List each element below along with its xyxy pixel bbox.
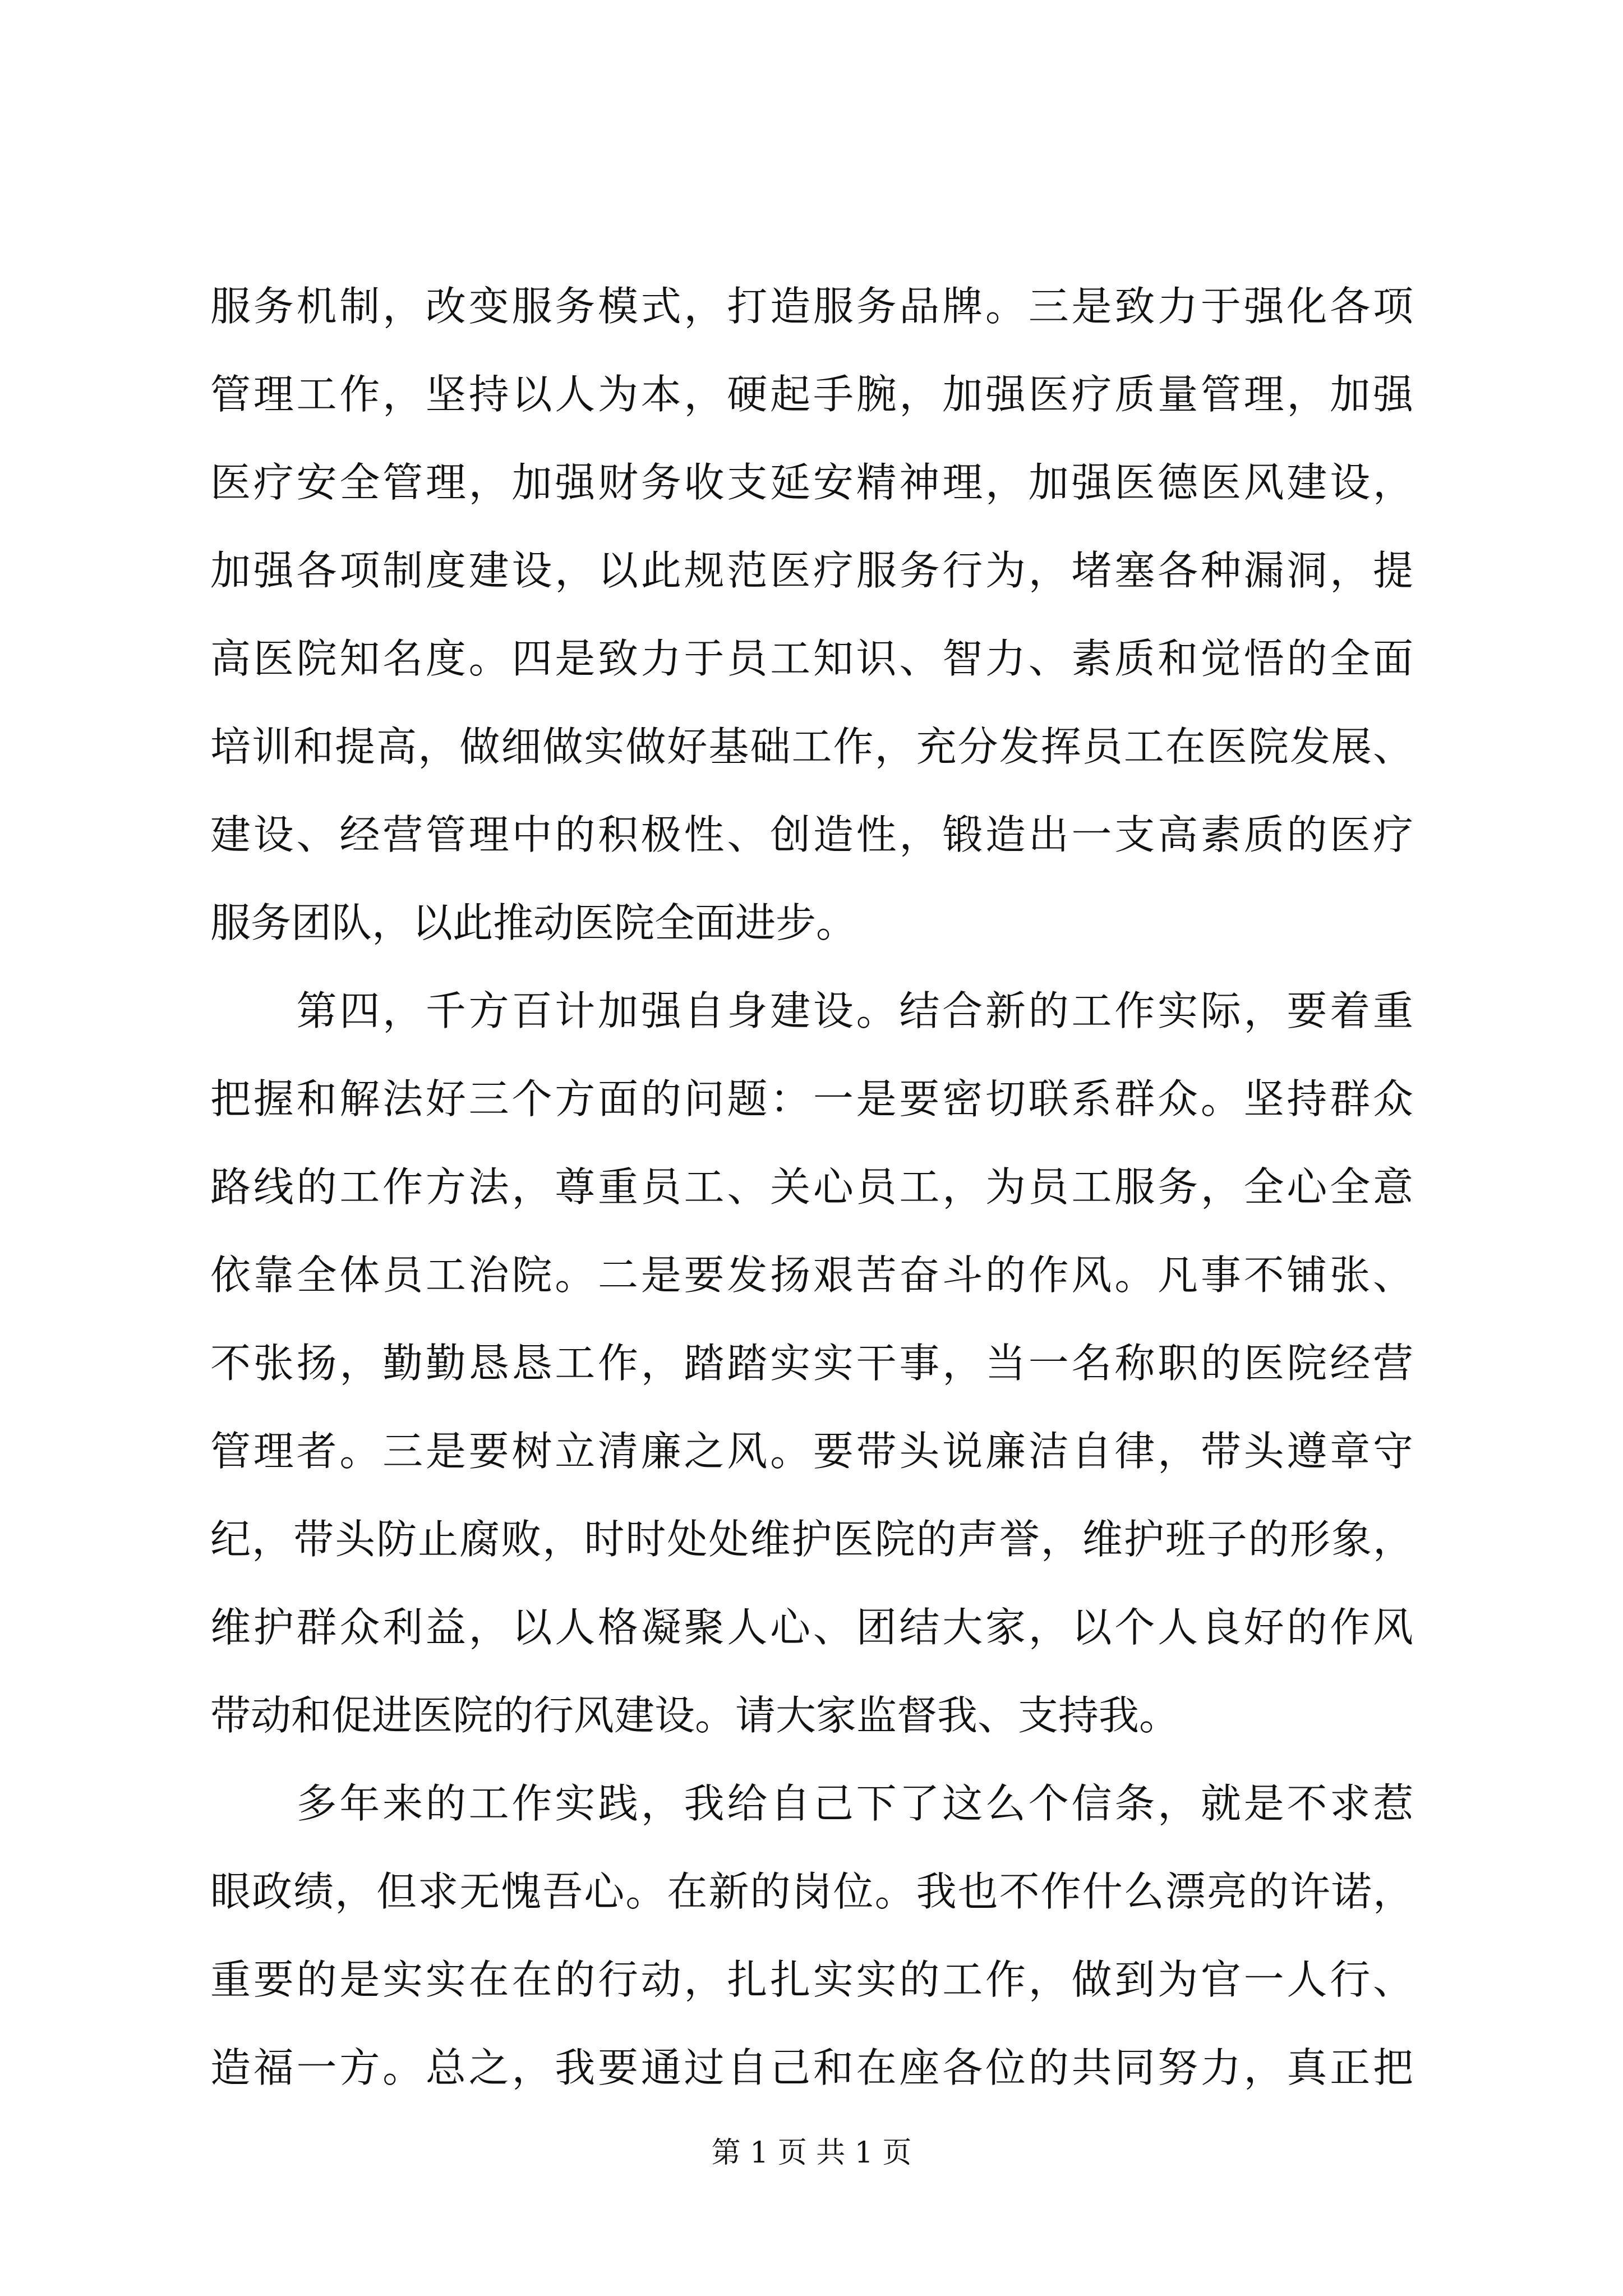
text-line: 高医院知名度。四是致力于员工知识、智力、素质和觉悟的全面 [210, 635, 1413, 682]
text-line: 医疗安全管理，加强财务收支延安精神理，加强医德医风建设， [210, 459, 1413, 506]
text-line: 造福一方。总之，我要通过自己和在座各位的共同努力，真正把 [210, 2044, 1413, 2091]
text-line: 建设、经营管理中的积极性、创造性，锻造出一支高素质的医疗 [210, 811, 1413, 858]
text-line: 服务机制，改变服务模式，打造服务品牌。三是致力于强化各项 [210, 283, 1413, 330]
text-line: 管理者。三是要树立清廉之风。要带头说廉洁自律，带头遵章守 [210, 1428, 1413, 1475]
text-line: 路线的工作方法，尊重员工、关心员工，为员工服务，全心全意 [210, 1163, 1413, 1211]
text-line: 服务团队，以此推动医院全面进步。 [210, 899, 857, 946]
text-line: 重要的是实实在在的行动，扎扎实实的工作，做到为官一人行、 [210, 1956, 1413, 2003]
text-line: 眼政绩，但求无愧吾心。在新的岗位。我也不作什么漂亮的许诺， [210, 1868, 1413, 1915]
text-line: 把握和解法好三个方面的问题：一是要密切联系群众。坚持群众 [210, 1075, 1413, 1122]
text-line: 第四，千方百计加强自身建设。结合新的工作实际，要着重 [210, 987, 1413, 1034]
text-line: 带动和促进医院的行风建设。请大家监督我、支持我。 [210, 1692, 1180, 1739]
text-line: 培训和提高，做细做实做好基础工作，充分发挥员工在医院发展、 [210, 723, 1413, 770]
text-line: 管理工作，坚持以人为本，硬起手腕，加强医疗质量管理，加强 [210, 371, 1413, 418]
text-line: 纪，带头防止腐败，时时处处维护医院的声誉，维护班子的形象， [210, 1516, 1413, 1563]
page-footer: 第 1 页 共 1 页 [711, 2136, 912, 2170]
text-line: 维护群众利益，以人格凝聚人心、团结大家，以个人良好的作风 [210, 1604, 1413, 1651]
text-line: 多年来的工作实践，我给自己下了这么个信条，就是不求惹 [210, 1780, 1413, 1827]
body-text [210, 263, 1413, 2112]
text-line: 加强各项制度建设，以此规范医疗服务行为，堵塞各种漏洞，提 [210, 547, 1413, 594]
text-line: 不张扬，勤勤恳恳工作，踏踏实实干事，当一名称职的医院经营 [210, 1340, 1413, 1387]
text-line: 依靠全体员工治院。二是要发扬艰苦奋斗的作风。凡事不铺张、 [210, 1251, 1413, 1299]
